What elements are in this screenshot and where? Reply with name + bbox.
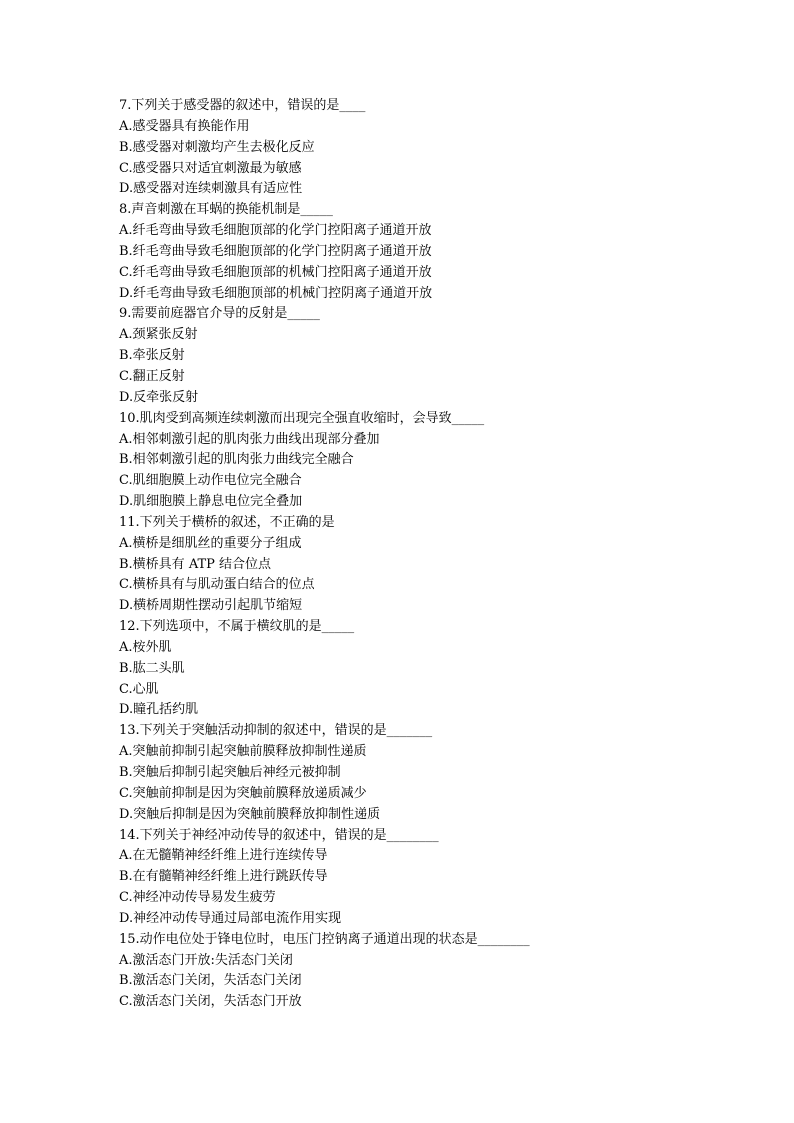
option-d: D.突触后抑制是因为突触前膜释放抑制性递质 bbox=[119, 806, 381, 822]
option-b: B.相邻刺激引起的肌肉张力曲线完全融合 bbox=[119, 452, 354, 468]
question-stem: 12.下列选项中，不属于横纹肌的是_____ bbox=[119, 619, 355, 635]
option-c: C.翻正反射 bbox=[119, 368, 185, 384]
option-c: C.横桥具有与肌动蛋白结合的位点 bbox=[119, 577, 315, 593]
question-15 bbox=[119, 930, 719, 1013]
option-d: D.反牵张反射 bbox=[119, 389, 199, 405]
option-b: B.感受器对刺激均产生去极化反应 bbox=[119, 139, 315, 155]
option-c: C.心肌 bbox=[119, 681, 159, 697]
option-d: D.神经冲动传导通过局部电流作用实现 bbox=[119, 910, 342, 926]
question-stem: 10.肌肉受到高频连续刺激而出现完全强直收缩时，会导致_____ bbox=[119, 410, 485, 426]
question-12 bbox=[119, 617, 719, 721]
option-a: A.在无髓鞘神经纤维上进行连续传导 bbox=[119, 848, 328, 864]
option-a: A.相邻刺激引起的肌肉张力曲线出现部分叠加 bbox=[119, 431, 380, 447]
option-b: B.纤毛弯曲导致毛细胞顶部的化学门控阴离子通道开放 bbox=[119, 243, 432, 259]
option-a: A.突触前抑制引起突触前膜释放抑制性递质 bbox=[119, 744, 367, 760]
question-7 bbox=[119, 96, 719, 200]
question-11 bbox=[119, 513, 719, 617]
option-c: C.突触前抑制是因为突触前膜释放递质减少 bbox=[119, 785, 367, 801]
question-stem: 9.需要前庭器官介导的反射是_____ bbox=[119, 306, 320, 322]
question-stem: 13.下列关于突触活动抑制的叙述中，错误的是_______ bbox=[119, 723, 433, 739]
question-14 bbox=[119, 826, 719, 930]
option-c: C.纤毛弯曲导致毛细胞顶部的机械门控阳离子通道开放 bbox=[119, 264, 432, 280]
exam-document bbox=[119, 96, 719, 1013]
question-13 bbox=[119, 721, 719, 825]
option-d: D.肌细胞膜上静息电位完全叠加 bbox=[119, 494, 303, 510]
question-stem: 15.动作电位处于锋电位时，电压门控钠离子通道出现的状态是________ bbox=[119, 931, 530, 947]
question-stem: 7.下列关于感受器的叙述中，错误的是____ bbox=[119, 98, 366, 113]
question-stem: 11.下列关于横桥的叙述，不正确的是 bbox=[119, 514, 335, 530]
option-a: A.颈紧张反射 bbox=[119, 327, 198, 343]
question-9 bbox=[119, 304, 719, 408]
option-c: C.激活态门关闭，失活态门开放 bbox=[119, 994, 302, 1010]
option-c: C.感受器只对适宜刺激最为敏感 bbox=[119, 160, 302, 176]
option-d: D.纤毛弯曲导致毛细胞顶部的机械门控阴离子通道开放 bbox=[119, 285, 433, 301]
option-d: D.横桥周期性摆动引起肌节缩短 bbox=[119, 598, 303, 614]
option-a: A.纤毛弯曲导致毛细胞顶部的化学门控阳离子通道开放 bbox=[119, 223, 432, 239]
option-b: B.肱二头肌 bbox=[119, 660, 185, 676]
option-a: A.横桥是细肌丝的重要分子组成 bbox=[119, 535, 302, 551]
question-stem: 14.下列关于神经冲动传导的叙述中，错误的是________ bbox=[119, 827, 439, 843]
option-b: B.在有髓鞘神经纤维上进行跳跃传导 bbox=[119, 869, 328, 885]
question-stem: 8.声音刺激在耳蜗的换能机制是_____ bbox=[119, 202, 333, 218]
option-a: A.桉外肌 bbox=[119, 639, 172, 655]
option-d: D.感受器对连续刺激具有适应性 bbox=[119, 181, 303, 197]
option-c: C.肌细胞膜上动作电位完全融合 bbox=[119, 473, 302, 489]
option-c: C.神经冲动传导易发生疲劳 bbox=[119, 890, 276, 906]
option-b: B.牵张反射 bbox=[119, 348, 185, 364]
question-8 bbox=[119, 200, 719, 304]
option-a: A.感受器具有换能作用 bbox=[119, 118, 250, 134]
option-b: B.横桥具有 ATP 结合位点 bbox=[119, 556, 272, 572]
option-d: D.瞳孔括约肌 bbox=[119, 702, 199, 718]
option-a: A.激活态门开放:失活态门关闭 bbox=[119, 952, 293, 968]
option-b: B.激活态门关闭，失活态门关闭 bbox=[119, 973, 302, 989]
option-b: B.突触后抑制引起突触后神经元被抑制 bbox=[119, 765, 341, 780]
question-10 bbox=[119, 409, 719, 513]
